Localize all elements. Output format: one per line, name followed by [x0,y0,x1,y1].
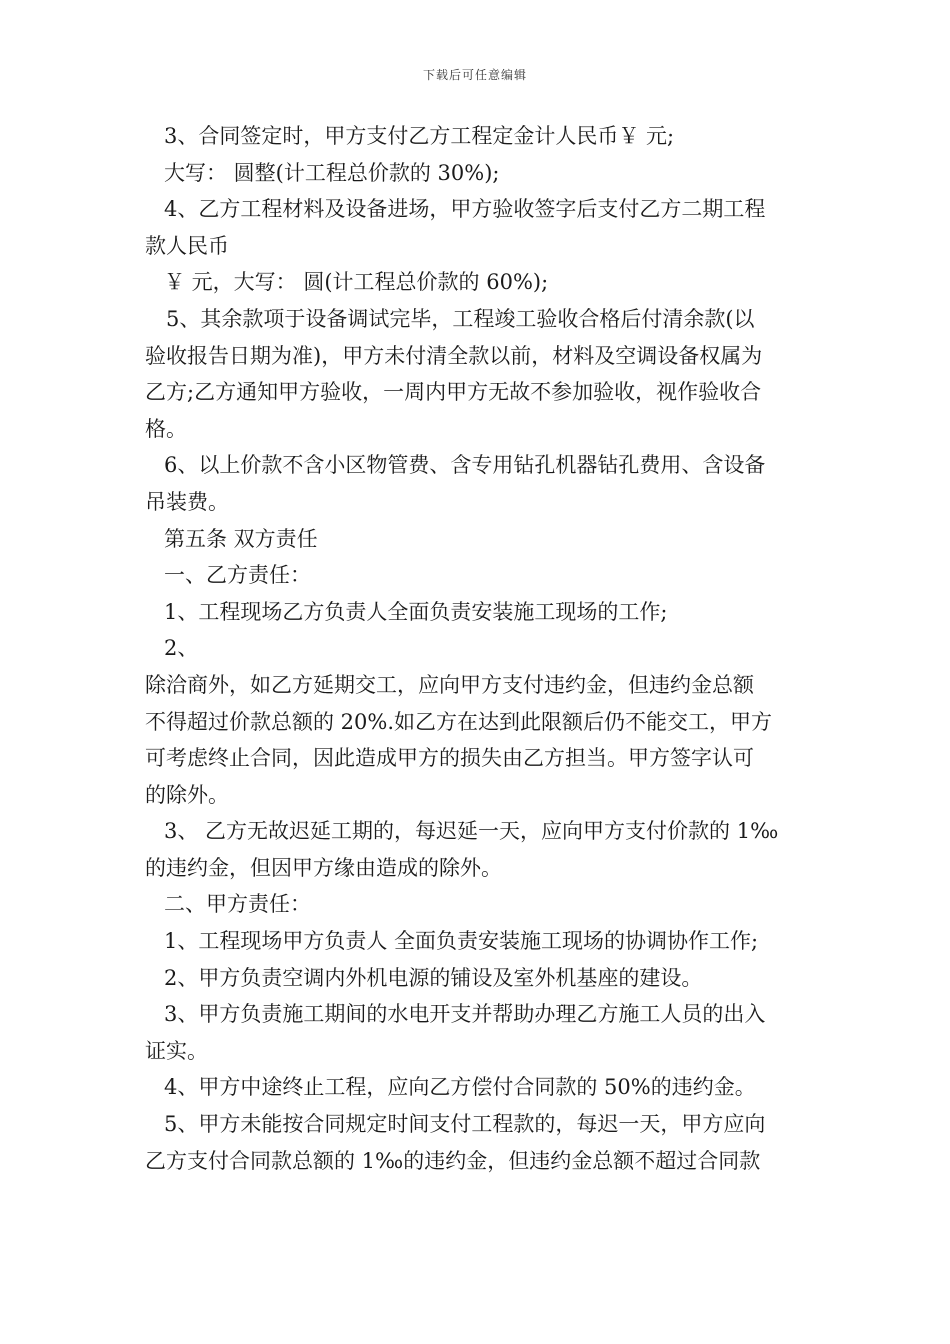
text-line: 验收报告日期为准)，甲方未付清全款以前，材料及空调设备权属为 [145,343,763,368]
text-line: 二、甲方责任： [164,892,311,917]
text-line: 2、 [164,636,199,661]
text-line: 乙方支付合同款总额的 1‰的违约金，但违约金总额不超过合同款 [145,1148,761,1173]
text-line: 6、以上价款不含小区物管费、含专用钻孔机器钻孔费用、含设备 [164,453,766,478]
text-line: 除洽商外，如乙方延期交工，应向甲方支付违约金，但违约金总额 [145,672,754,697]
text-line: 5、其余款项于设备调试完毕，工程竣工验收合格后付清余款(以 [166,306,755,331]
text-line: 证实。 [145,1038,208,1063]
text-line: 3、甲方负责施工期间的水电开支并帮助办理乙方施工人员的出入 [164,1002,766,1027]
document-body [145,118,810,1179]
text-line: 款人民币 [145,233,229,258]
text-line: 可考虑终止合同，因此造成甲方的损失由乙方担当。甲方签字认可 [145,746,754,771]
text-line: 乙方;乙方通知甲方验收，一周内甲方无故不参加验收，视作验收合 [145,380,762,405]
text-line: 3、合同签定时，甲方支付乙方工程定金计人民币￥ 元; [164,124,675,148]
text-line: 5、甲方未能按合同规定时间支付工程款的，每迟一天，甲方应向 [164,1112,766,1137]
text-line: 大写： 圆整(计工程总价款的 30%); [164,160,500,185]
text-line: ￥ 元，大写： 圆(计工程总价款的 60%); [164,270,549,295]
text-line: 4、甲方中途终止工程，应向乙方偿付合同款的 50%的违约金。 [164,1075,756,1100]
text-line: 不得超过价款总额的 20%.如乙方在达到此限额后仍不能交工，甲方 [145,709,773,734]
text-line: 格。 [145,416,187,441]
text-line: 的违约金，但因甲方缘由造成的除外。 [145,855,502,880]
text-line: 的除外。 [145,782,229,807]
text-line: 第五条 双方责任 [164,526,318,551]
text-line: 1、工程现场乙方负责人全面负责安装施工现场的工作; [164,599,668,624]
text-line: 2、甲方负责空调内外机电源的铺设及室外机基座的建设。 [164,965,703,990]
text-line: 吊装费。 [145,489,229,514]
text-line: 1、工程现场甲方负责人 全面负责安装施工现场的协调协作工作; [164,929,759,954]
text-line: 4、乙方工程材料及设备进场，甲方验收签字后支付乙方二期工程 [164,197,766,222]
text-line: 一、乙方责任： [164,563,311,588]
page-header: 下载后可任意编辑 [422,68,527,82]
text-line: 3、 乙方无故迟延工期的，每迟延一天，应向甲方支付价款的 1‰ [164,819,779,844]
